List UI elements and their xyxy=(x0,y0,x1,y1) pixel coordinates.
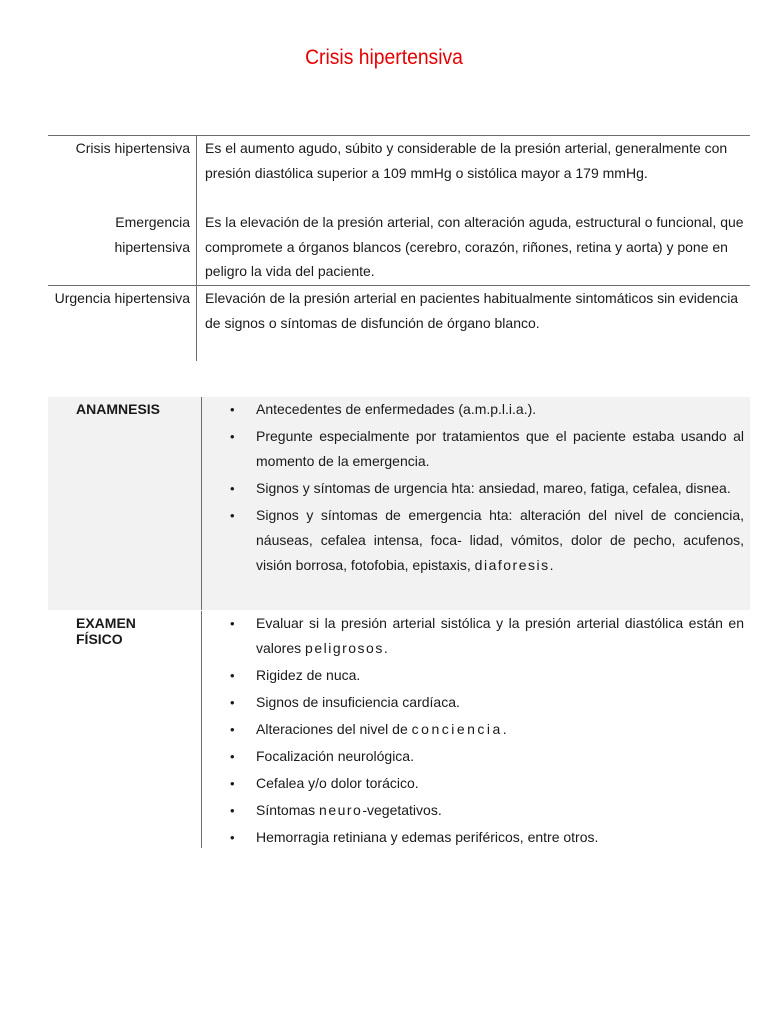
definition-row xyxy=(48,135,750,210)
page-title: Crisis hipertensiva xyxy=(305,46,463,69)
list-item: • Rigidez de nuca. xyxy=(256,663,744,688)
examen-list-cell xyxy=(201,611,750,848)
list-item: • Cefalea y/o dolor torácico. xyxy=(256,771,744,796)
definition-text: Elevación de la presión arterial en pacientes habitualmente sintomáticos sin evidencia de signos o síntomas de disfunción de órgano blanco. xyxy=(196,286,750,361)
assessment-table xyxy=(48,397,750,848)
anamnesis-row xyxy=(48,397,750,610)
bullet-icon: • xyxy=(230,776,235,791)
list-item: • Evaluar si la presión arterial sistólica y la presión arterial diastólica están en valores peligrosos. xyxy=(256,611,744,661)
list-item: • Signos y síntomas de urgencia hta: ansiedad, mareo, fatiga, cefalea, disnea. xyxy=(256,476,744,501)
bullet-icon: • xyxy=(230,481,235,496)
definition-text: Es la elevación de la presión arterial, con alteración aguda, estructural o funcional, que compromete a órganos blancos (cerebro, corazón, riñones, retina y aorta) y pone en peligro la vida del paciente. xyxy=(196,210,750,285)
bullet-icon: • xyxy=(230,429,235,444)
definition-row xyxy=(48,285,750,361)
definition-term: Urgencia hipertensiva xyxy=(54,290,190,306)
examen-heading xyxy=(48,611,201,848)
definitions-table xyxy=(48,135,750,361)
bullet-icon: • xyxy=(230,508,235,523)
bullet-icon: • xyxy=(230,668,235,683)
examen-row xyxy=(48,610,750,848)
list-item: • Hemorragia retiniana y edemas periféricos, entre otros. xyxy=(256,825,744,850)
bullet-icon: • xyxy=(230,695,235,710)
examen-list xyxy=(202,611,744,850)
bullet-icon: • xyxy=(230,749,235,764)
anamnesis-list xyxy=(202,397,744,578)
examen-heading-line: FÍSICO xyxy=(76,631,123,647)
anamnesis-list-cell xyxy=(201,397,750,610)
examen-heading-line: EXAMEN xyxy=(76,615,136,631)
list-item: • Signos de insuficiencia cardíaca. xyxy=(256,690,744,715)
definition-term: Emergencia hipertensiva xyxy=(114,214,190,255)
bullet-icon: • xyxy=(230,830,235,845)
list-item: • Signos y síntomas de emergencia hta: alteración del nivel de conciencia, náuseas, cefalea intensa, foca- lidad, vómitos, dolor de pecho, acufenos, visión borrosa, fotofobia, epistaxis, diaforesis. xyxy=(256,503,744,578)
list-item: • Focalización neurológica. xyxy=(256,744,744,769)
list-item: • Antecedentes de enfermedades (a.m.p.l.i.a.). xyxy=(256,397,744,422)
bullet-icon: • xyxy=(230,616,235,631)
bullet-icon: • xyxy=(230,722,235,737)
definition-text: Es el aumento agudo, súbito y considerable de la presión arterial, generalmente con presión diastólica superior a 109 mmHg o sistólica mayor a 179 mmHg. xyxy=(196,136,750,210)
anamnesis-heading: ANAMNESIS xyxy=(48,397,201,610)
list-item: • Pregunte especialmente por tratamientos que el paciente estaba usando al momento de la emergencia. xyxy=(256,424,744,474)
definition-row xyxy=(48,210,750,285)
definition-term: Crisis hipertensiva xyxy=(75,140,190,156)
list-item: • Alteraciones del nivel de conciencia. xyxy=(256,717,744,742)
bullet-icon: • xyxy=(230,803,235,818)
list-item: • Síntomas neuro-vegetativos. xyxy=(256,798,744,823)
bullet-icon: • xyxy=(230,402,235,417)
